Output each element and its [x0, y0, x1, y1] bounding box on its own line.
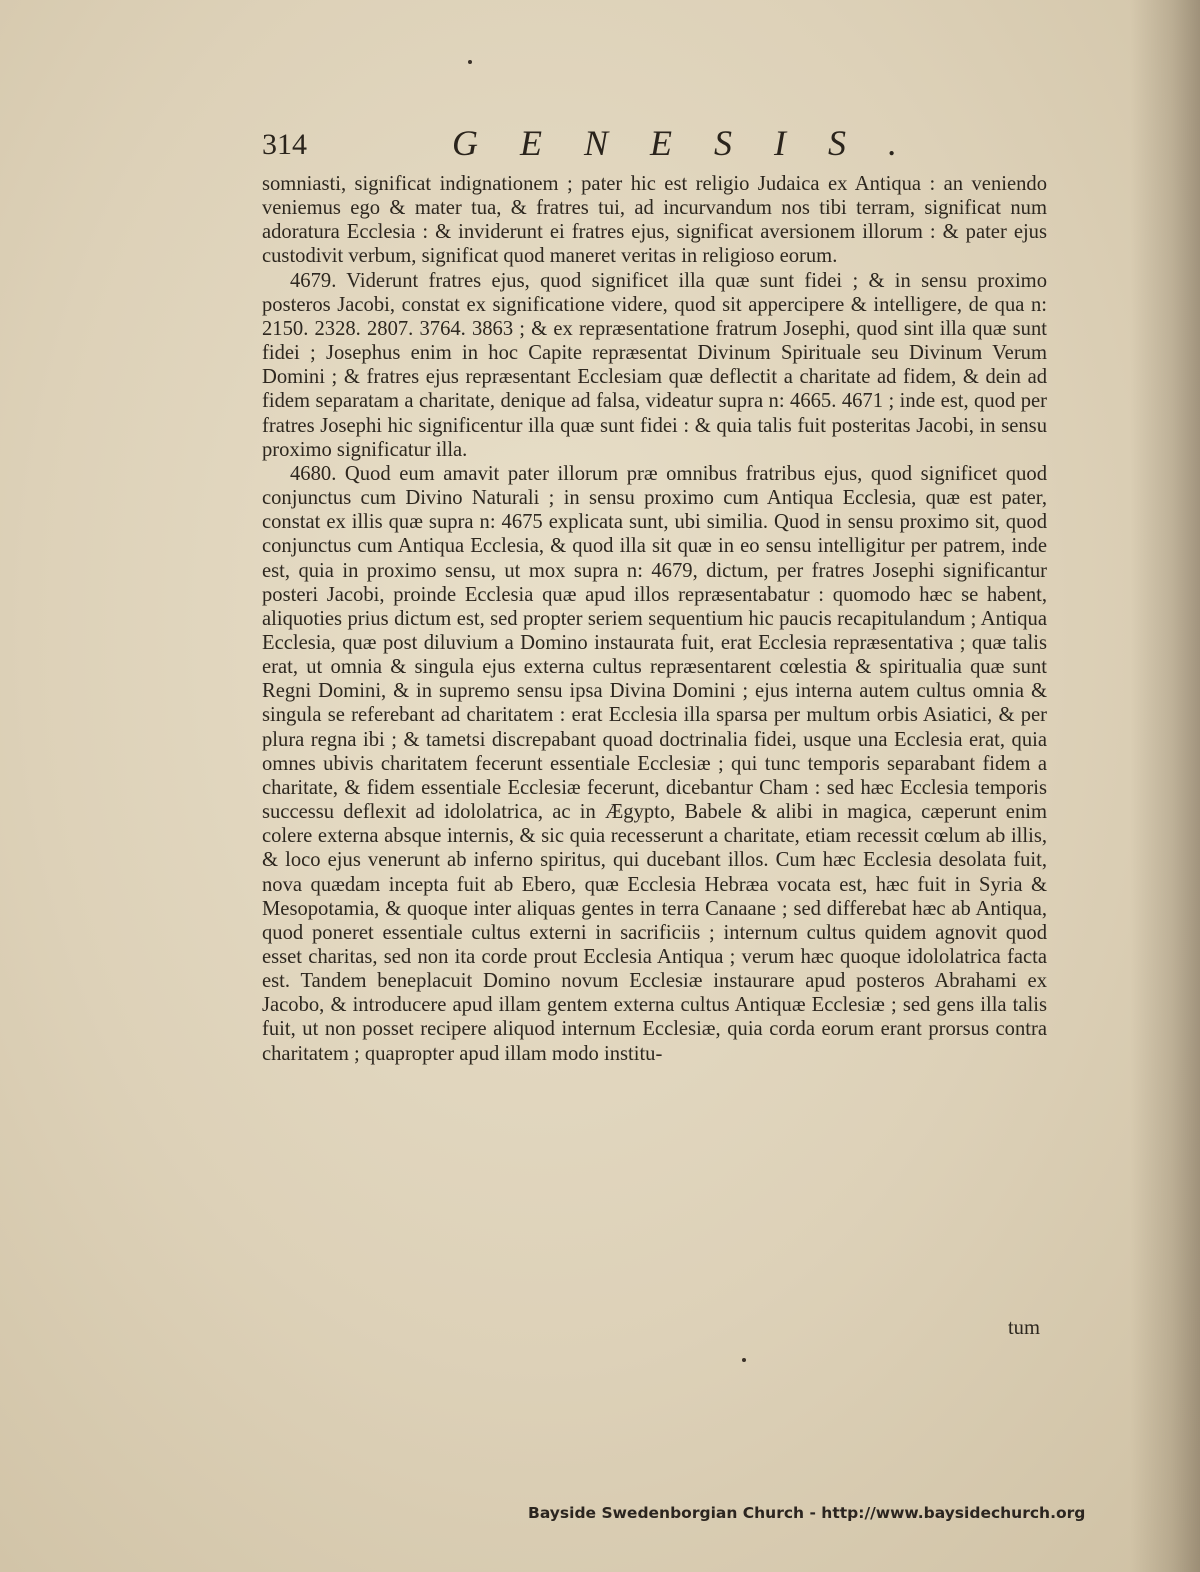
running-title: GENESIS.: [452, 123, 939, 163]
page-number: 314: [262, 128, 307, 161]
paragraph-continuation: somniasti, significat indignationem ; pater hic est religio Judaica ex Antiqua : an veniendo veniemus ego & mater tua, & fratres tui, ad incurvandum nos tibi terram, significat num adoratura Ecclesia : & inviderunt ei fratres ejus, significat aversionem illorum : & pater ejus custodivit verbum, significat quod maneret veritas in religioso eorum.: [262, 173, 1047, 268]
ink-speck: [742, 1358, 746, 1362]
body-text: [262, 172, 1047, 1066]
watermark-footer: Bayside Swedenborgian Church - http://www.baysidechurch.org: [528, 1504, 1086, 1522]
paragraph-4680: 4680. Quod eum amavit pater illorum præ omnibus fratribus ejus, quod significet quod conjunctus cum Divino Naturali ; in sensu proximo cum Antiqua Ecclesia, quæ est pater, constat ex illis quæ supra n: 4675 explicata sunt, ubi similia. Quod in sensu proximo sit, quod conjunctus cum Antiqua Ecclesia, & quod illa sit quæ in eo sensu intelligitur per patrem, inde est, quia in proximo sensu, ut mox supra n: 4679, dictum, per fratres Josephi significantur posteri Jacobi, proinde Ecclesia quæ apud illos repræsentabatur : quomodo hæc se habent, aliquoties prius dictum est, sed propter seriem sequentium hic paucis recapitulandum ; Antiqua Ecclesia, quæ post diluvium a Domino instaurata fuit, erat Ecclesia repræsentativa ; quæ talis erat, ut omnia & singula ejus externa cultus repræsentarent cœlestia & spiritualia quæ sunt Regni Domini, & in supremo sensu ipsa Divina Domini ; ejus interna autem cultus omnia & singula se referebant ad charitatem : erat Ecclesia illa sparsa per multum orbis Asiatici, & per plura regna ibi ; & tametsi discrepabant quoad doctrinalia fidei, usque una Ecclesia erat, quia omnes ubivis charitatem fecerunt essentiale Ecclesiæ ; qui tunc temporis separabant fidem a charitate, & fidem essentiale Ecclesiæ fecerunt, dicebantur Cham : sed hæc Ecclesia temporis successu deflexit ad idololatrica, ac in Ægypto, Babele & alibi in magica, cæperunt enim colere externa absque internis, & sic quia recesserunt a charitate, etiam recessit cœlum ab illis, & loco ejus venerunt ab inferno spiritus, qui ducebant illos. Cum hæc Ecclesia desolata fuit, nova quædam incepta fuit ab Ebero, quæ Ecclesia Hebræa vocata est, hæc fuit in Syria & Mesopotamia, & quoque inter aliquas gentes in terra Canaane ; sed differebat hæc ab Antiqua, quod poneret essentiale cultus externi in sacrificiis ; internum cultus quidem agnovit quod esset charitas, sed non ita corde prout Ecclesia Antiqua ; verum hæc quoque idololatrica facta est. Tandem beneplacuit Domino novum Ecclesiæ instaurare apud posteros Abrahami ex Jacobo, & introducere apud illam gentem externa cultus Antiquæ Ecclesiæ ; sed gens illa talis fuit, ut non posset recipere aliquod internum Ecclesiæ, quia corda eorum erant prorsus contra charitatem ; quapropter apud illam modo institu-: [262, 462, 1047, 1065]
paragraph-4679: 4679. Viderunt fratres ejus, quod significet illa quæ sunt fidei ; & in sensu proximo posteros Jacobi, constat ex significatione videre, quod sit appercipere & intelligere, de qua n: 2150. 2328. 2807. 3764. 3863 ; & ex repræsentatione fratrum Josephi, quod sint illa quæ sunt fidei ; Josephus enim in hoc Capite repræsentat Divinum Spirituale seu Divinum Verum Domini ; & fratres ejus repræsentant Ecclesiam quæ deflectit a charitate ad fidem, & dein ad fidem separatam a charitate, denique ad falsa, videatur supra n: 4665. 4671 ; inde est, quod per fratres Josephi hic significentur illa quæ sunt fidei : & quia talis fuit posteritas Jacobi, in sensu proximo significatur illa.: [262, 269, 1047, 461]
catchword: tum: [1007, 1317, 1040, 1339]
spine-shadow: [1130, 0, 1200, 1572]
ink-speck: [468, 60, 472, 64]
page-header: [262, 120, 1002, 168]
